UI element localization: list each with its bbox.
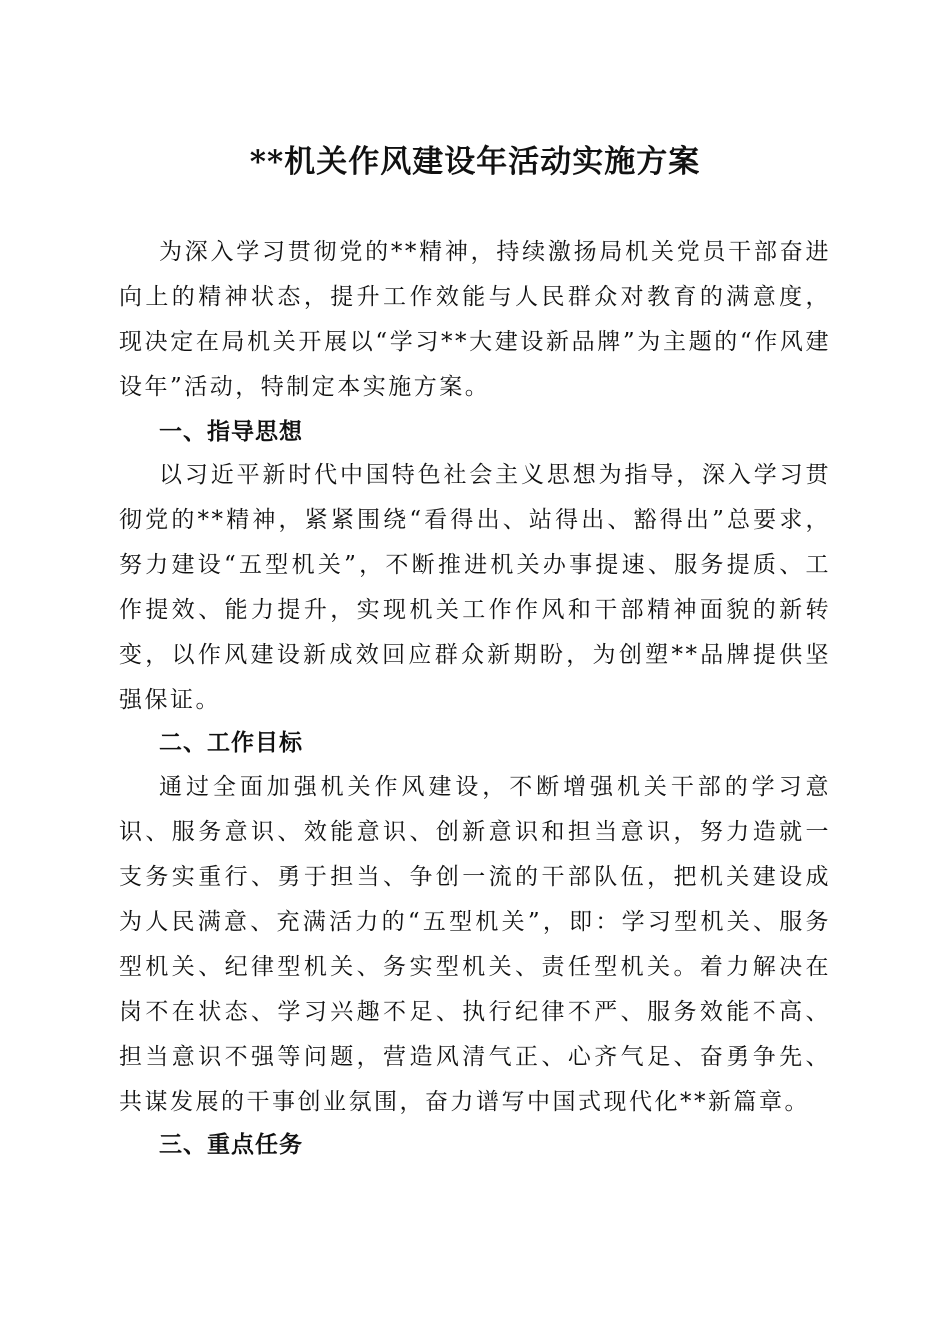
section-heading-key-tasks: 三、重点任务 [159, 1132, 303, 1158]
document-title: **机关作风建设年活动实施方案 [249, 144, 701, 180]
intro-paragraph: 为深入学习贯彻党的**精神，持续激扬局机关党员干部奋进向上的精神状态，提升工作效能与人民群众对教育的满意度，现决定在局机关开展以“学习**大建设新品牌”为主题的“作风建设年”活动，特制定本实施方案。 [119, 239, 831, 400]
section-heading-guiding-ideology: 一、指导思想 [159, 419, 303, 445]
section-heading-work-goals: 二、工作目标 [159, 730, 303, 756]
section-paragraph-guiding-ideology: 以习近平新时代中国特色社会主义思想为指导，深入学习贯彻党的**精神，紧紧围绕“看得出、站得出、豁得出”总要求，努力建设“五型机关”，不断推进机关办事提速、服务提质、工作提效、能力提升，实现机关工作作风和干部精神面貌的新转变，以作风建设新成效回应群众新期盼，为创塑**品牌提供坚强保证。 [119, 462, 831, 713]
section-paragraph-work-goals: 通过全面加强机关作风建设，不断增强机关干部的学习意识、服务意识、效能意识、创新意识和担当意识，努力造就一支务实重行、勇于担当、争创一流的干部队伍，把机关建设成为人民满意、充满活力的“五型机关”，即：学习型机关、服务型机关、纪律型机关、务实型机关、责任型机关。着力解决在岗不在状态、学习兴趣不足、执行纪律不严、服务效能不高、担当意识不强等问题，营造风清气正、心齐气足、奋勇争先、共谋发展的干事创业氛围，奋力谱写中国式现代化**新篇章。 [119, 774, 831, 1115]
